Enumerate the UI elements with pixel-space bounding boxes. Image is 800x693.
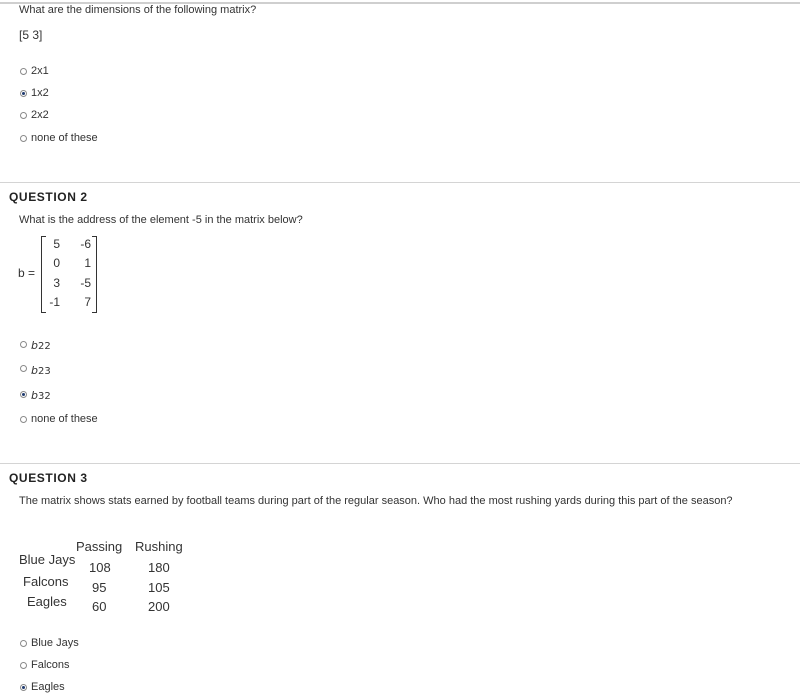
matrix-cell: 7	[84, 295, 91, 309]
option-subscript: 32	[37, 391, 51, 402]
q1-option-label: 2x1	[31, 65, 49, 77]
matrix-cell: -6	[80, 237, 91, 251]
table-cell-passing: 95	[92, 580, 107, 595]
q2-option-radio[interactable]	[20, 341, 27, 348]
q2-option-label	[31, 389, 51, 402]
table-cell-passing: 60	[92, 599, 107, 614]
table-cell-rushing: 180	[148, 560, 170, 575]
option-symbol: b	[31, 339, 38, 352]
table-row-team: Falcons	[23, 574, 69, 589]
table-header-rushing: Rushing	[135, 539, 183, 554]
q3-option-label: Falcons	[31, 659, 70, 671]
q2-option-label	[31, 364, 51, 377]
q1-option-radio[interactable]	[20, 112, 27, 119]
q3-option-label: Blue Jays	[31, 637, 79, 649]
section-divider	[0, 182, 800, 183]
matrix-cell: -5	[80, 276, 91, 290]
q1-option-radio[interactable]	[20, 68, 27, 75]
q1-option-radio[interactable]	[20, 90, 27, 97]
table-header-passing: Passing	[76, 539, 123, 554]
table-cell-rushing: 200	[148, 599, 170, 614]
q2-option-radio[interactable]	[20, 416, 27, 423]
q2-option-radio[interactable]	[20, 391, 27, 398]
q3-prompt: The matrix shows stats earned by football teams during part of the regular season. Who had the most rushing yards during this part of the season?	[19, 495, 733, 507]
matrix-cell: 0	[53, 256, 60, 270]
q1-option-label: 2x2	[31, 109, 49, 121]
matrix-cell: -1	[49, 295, 60, 309]
q2-heading: QUESTION 2	[9, 190, 88, 204]
q1-matrix: [5 3]	[19, 28, 43, 42]
q1-option-label: none of these	[31, 132, 98, 144]
q2-matrix-name: b =	[18, 266, 36, 280]
q3-option-label: Eagles	[31, 681, 65, 693]
q2-option-label	[31, 339, 51, 352]
q3-option-radio[interactable]	[20, 662, 27, 669]
option-symbol: b	[31, 389, 38, 402]
option-symbol: b	[31, 364, 38, 377]
matrix-cell: 5	[53, 237, 60, 251]
q3-heading: QUESTION 3	[9, 471, 88, 485]
section-divider	[0, 463, 800, 464]
table-cell-passing: 108	[89, 560, 111, 575]
q2-option-label: none of these	[31, 413, 98, 425]
q2-prompt: What is the address of the element -5 in the matrix below?	[19, 214, 303, 226]
matrix-cell: 3	[53, 276, 60, 290]
q2-option-radio[interactable]	[20, 365, 27, 372]
q3-option-radio[interactable]	[20, 640, 27, 647]
q1-prompt: What are the dimensions of the following matrix?	[19, 4, 257, 16]
q3-option-radio[interactable]	[20, 684, 27, 691]
option-subscript: 23	[37, 366, 51, 377]
table-cell-rushing: 105	[148, 580, 170, 595]
table-row-team: Eagles	[27, 594, 67, 609]
q1-option-label: 1x2	[31, 87, 49, 99]
matrix-right-bracket	[92, 236, 97, 313]
option-subscript: 22	[37, 341, 51, 352]
matrix-cell: 1	[84, 256, 91, 270]
table-row-team: Blue Jays	[19, 552, 76, 567]
q1-option-radio[interactable]	[20, 135, 27, 142]
